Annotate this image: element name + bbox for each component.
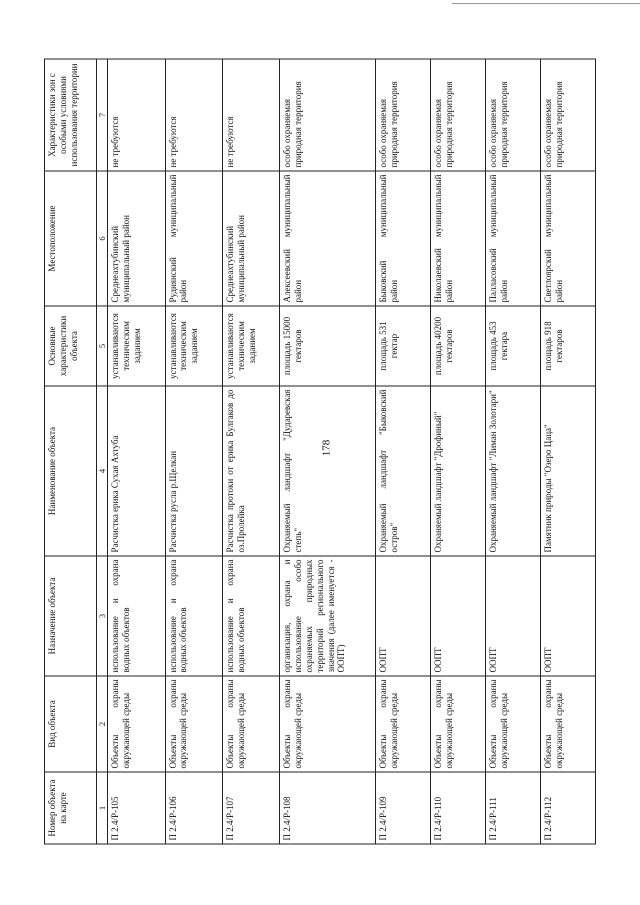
column-number: 4 (97, 386, 108, 556)
zone-characteristics: особо охраняемая природная территория (485, 59, 540, 171)
object-location: Николаевский муниципальный район (430, 171, 485, 306)
object-name: Памятник природы "Озеро Цаца" (540, 386, 595, 556)
table-row (375, 59, 430, 844)
table-row (165, 59, 222, 844)
object-number: П 2.4/Р-112 (540, 772, 595, 844)
column-number: 6 (97, 171, 108, 306)
object-characteristics: площадь 15000 гектаров (280, 306, 376, 386)
column-number: 3 (97, 556, 108, 676)
object-purpose: ООПТ (540, 556, 595, 676)
header-cell: Основные характеристики объекта (45, 306, 97, 386)
object-number: П 2.4/Р-106 (165, 772, 222, 844)
object-number: П 2.4/Р-108 (280, 772, 376, 844)
object-number: П 2.4/Р-111 (485, 772, 540, 844)
object-purpose: использование и охрана водных объектов (165, 556, 222, 676)
object-type: Объекты охраны окружающей среды (540, 676, 595, 772)
object-location: Палласовский муниципальный район (485, 171, 540, 306)
zone-characteristics: особо охраняемая природная территория (430, 59, 485, 171)
object-characteristics: площадь 531 гектар (375, 306, 430, 386)
object-purpose: ООПТ (430, 556, 485, 676)
object-location: Руднянский муниципальный район (165, 171, 222, 306)
header-cell: Назначение объекта (45, 556, 97, 676)
zone-characteristics: не требуются (108, 59, 165, 171)
table-row (485, 59, 540, 844)
object-type: Объекты охраны окружающей среды (222, 676, 279, 772)
object-location: Алексеевский муниципальный район (280, 171, 376, 306)
object-type: Объекты охраны окружающей среды (430, 676, 485, 772)
object-purpose: организация, охрана и использование особо охраняемых природных территорий регионального значения (далее именуется - ООПТ) (280, 556, 376, 676)
table-row (280, 59, 376, 844)
zone-characteristics: не требуются (222, 59, 279, 171)
column-number: 7 (97, 59, 108, 171)
object-type: Объекты охраны окружающей среды (280, 676, 376, 772)
header-cell: Наименование объекта (45, 386, 97, 556)
object-number: П 2.4/Р-109 (375, 772, 430, 844)
table-row (540, 59, 595, 844)
object-location: Светлоярский муниципальный район (540, 171, 595, 306)
object-number: П 2.4/Р-105 (108, 772, 165, 844)
object-name: Расчистка протоки от ерика Булгаков до оз.Пролейка (222, 386, 279, 556)
header-cell: Характеристики зон с особыми условиями использования территории (45, 59, 97, 171)
object-characteristics: устанавливаются техническим заданием (165, 306, 222, 386)
object-location: Быковский муниципальный район (375, 171, 430, 306)
header-cell: Местоположение (45, 171, 97, 306)
object-characteristics: устанавливаются техническим заданием (222, 306, 279, 386)
object-type: Объекты охраны окружающей среды (485, 676, 540, 772)
object-purpose: ООПТ (485, 556, 540, 676)
table-row (430, 59, 485, 844)
object-type: Объекты охраны окружающей среды (108, 676, 165, 772)
header-cell: Номер объекта на карте (45, 772, 97, 844)
object-name: Расчистка русла р.Щелкан (165, 386, 222, 556)
zone-characteristics: особо охраняемая природная территория (280, 59, 376, 171)
object-characteristics: площадь 40200 гектаров (430, 306, 485, 386)
rotated-table-wrapper (44, 60, 596, 845)
object-characteristics: устанавливаются техническим заданием (108, 306, 165, 386)
object-purpose: использование и охрана водных объектов (222, 556, 279, 676)
object-number: П 2.4/Р-110 (430, 772, 485, 844)
object-characteristics: площадь 918 гектаров (540, 306, 595, 386)
object-purpose: использование и охрана водных объектов (108, 556, 165, 676)
object-type: Объекты охраны окружающей среды (375, 676, 430, 772)
table-row (108, 59, 165, 844)
column-number: 1 (97, 772, 108, 844)
objects-table (44, 59, 596, 845)
object-name: Охраняемый ландшафт "Лиман Золотари" (485, 386, 540, 556)
object-number: П 2.4/Р-107 (222, 772, 279, 844)
zone-characteristics: особо охраняемая природная территория (375, 59, 430, 171)
object-location: Среднеахтубинский муниципальный район (108, 171, 165, 306)
column-number: 2 (97, 676, 108, 772)
object-purpose: ООПТ (375, 556, 430, 676)
column-number: 5 (97, 306, 108, 386)
table-row (222, 59, 279, 844)
header-cell: Вид объекта (45, 676, 97, 772)
object-type: Объекты охраны окружающей среды (165, 676, 222, 772)
object-name: Охраняемый ландшафт "Дударевская степь" (280, 386, 376, 556)
object-characteristics: площадь 453 гектара (485, 306, 540, 386)
zone-characteristics: особо охраняемая природная территория (540, 59, 595, 171)
object-name: Охраняемый ландшафт "Дрофиный" (430, 386, 485, 556)
top-edge-line (452, 3, 640, 4)
page-number: 178 (320, 439, 333, 457)
object-name: Расчистка ерика Сухая Ахтуба (108, 386, 165, 556)
object-location: Среднеахтубинский муниципальный район (222, 171, 279, 306)
object-name: Охраняемый ландшафт "Быковский остров" (375, 386, 430, 556)
zone-characteristics: не требуются (165, 59, 222, 171)
